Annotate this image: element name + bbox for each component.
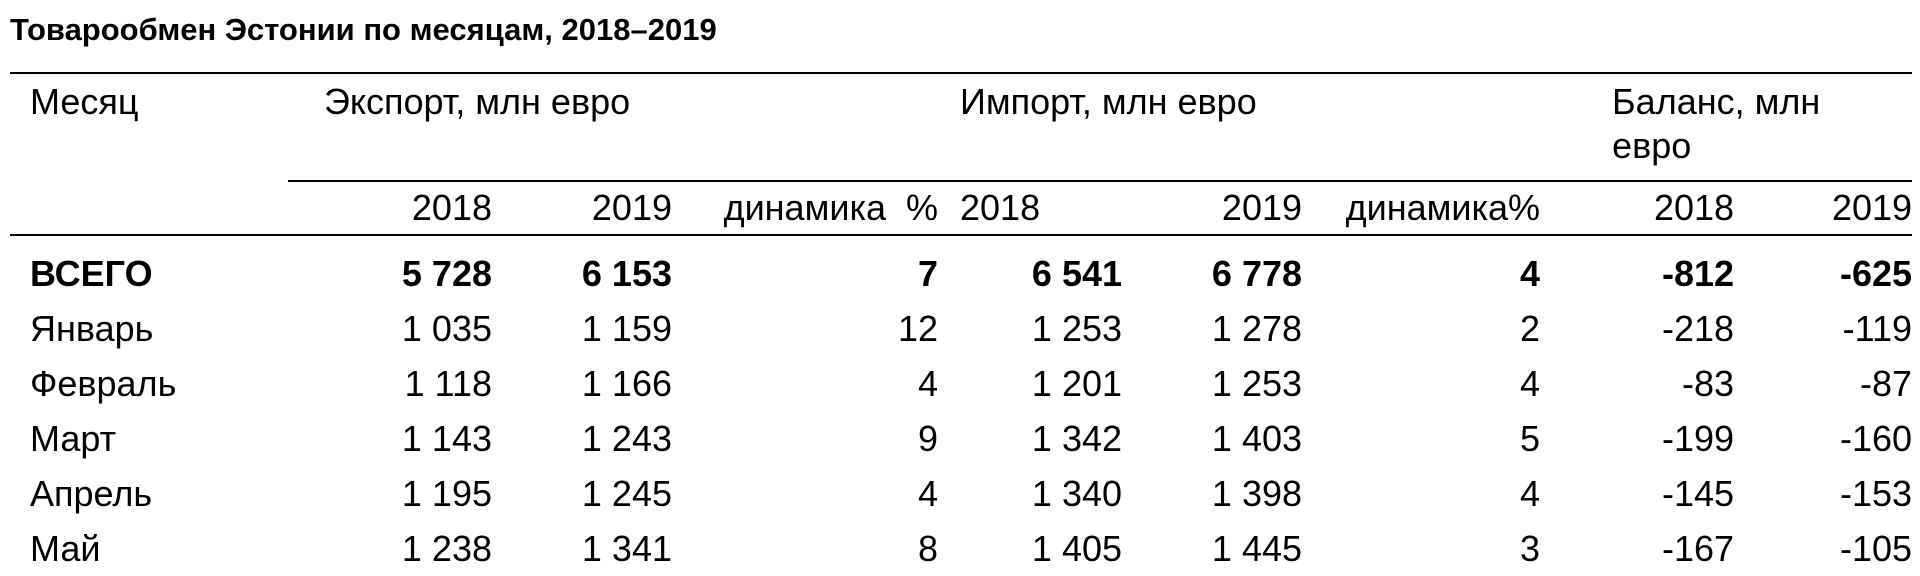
header-export-2018: 2018 xyxy=(288,181,504,235)
cell-balance-2019: -160 xyxy=(1840,417,1913,459)
cell-export-2019: 6 153 xyxy=(581,252,672,294)
cell-month: Январь xyxy=(30,307,154,349)
header-balance-2019: 2019 xyxy=(1746,181,1912,235)
cell-import-2018: 1 201 xyxy=(1031,362,1123,404)
header-import-2018: 2018 xyxy=(954,181,1134,235)
cell-import-dynamics: 4 xyxy=(1520,472,1541,514)
cell-export-2019: 1 243 xyxy=(581,417,672,459)
header-import: Импорт, млн евро xyxy=(960,81,1257,122)
table-body xyxy=(10,235,1912,576)
cell-balance-2018: -83 xyxy=(1682,362,1735,404)
table-row xyxy=(10,301,1912,356)
cell-balance-2019: -625 xyxy=(1840,252,1913,294)
cell-export-2018: 1 195 xyxy=(401,472,492,514)
cell-balance-2018: -812 xyxy=(1661,252,1735,294)
table-row xyxy=(10,356,1912,411)
table-row xyxy=(10,521,1912,576)
cell-month: Апрель xyxy=(30,472,153,514)
header-month: Месяц xyxy=(30,81,139,122)
cell-export-2019: 1 245 xyxy=(581,472,672,514)
cell-export-2019: 1 341 xyxy=(581,527,672,569)
cell-export-2018: 1 143 xyxy=(401,417,492,459)
cell-export-2018: 1 035 xyxy=(401,307,492,349)
header-row-years xyxy=(10,181,1912,235)
cell-import-2018: 1 405 xyxy=(1031,527,1123,569)
cell-month: Май xyxy=(30,527,101,569)
cell-export-dynamics: 4 xyxy=(917,472,939,514)
cell-import-2019: 1 445 xyxy=(1211,527,1303,569)
trade-table-container xyxy=(10,72,1912,576)
cell-import-2019: 1 253 xyxy=(1211,362,1303,404)
cell-import-2019: 1 403 xyxy=(1211,417,1303,459)
cell-month: ВСЕГО xyxy=(30,252,153,294)
cell-balance-2019: -87 xyxy=(1860,362,1913,404)
cell-import-dynamics: 4 xyxy=(1520,252,1541,294)
header-balance: Баланс, млн евро xyxy=(1612,81,1821,166)
cell-month: Февраль xyxy=(30,362,177,404)
cell-export-dynamics: 7 xyxy=(917,252,939,294)
cell-export-2018: 5 728 xyxy=(401,252,492,294)
header-export-2019: 2019 xyxy=(504,181,684,235)
header-balance-2018: 2018 xyxy=(1566,181,1746,235)
header-import-dynamics: динамика% xyxy=(1314,181,1566,235)
header-export-dynamics: динамика % xyxy=(684,181,954,235)
header-import-2019: 2019 xyxy=(1134,181,1314,235)
cell-balance-2019: -153 xyxy=(1840,472,1913,514)
cell-export-2018: 1 238 xyxy=(401,527,492,569)
cell-month: Март xyxy=(30,417,117,459)
cell-import-dynamics: 3 xyxy=(1520,527,1541,569)
table-row xyxy=(10,235,1912,301)
cell-export-dynamics: 8 xyxy=(917,527,939,569)
header-row-groups xyxy=(10,73,1912,181)
cell-export-dynamics: 12 xyxy=(897,307,939,349)
cell-import-dynamics: 5 xyxy=(1520,417,1541,459)
cell-export-dynamics: 4 xyxy=(917,362,939,404)
cell-export-dynamics: 9 xyxy=(917,417,939,459)
cell-export-2019: 1 159 xyxy=(581,307,672,349)
cell-balance-2018: -167 xyxy=(1661,527,1735,569)
table-row xyxy=(10,466,1912,521)
cell-balance-2019: -105 xyxy=(1840,527,1913,569)
cell-import-2018: 1 340 xyxy=(1031,472,1123,514)
chart-title: Товарообмен Эстонии по месяцам, 2018–2019 xyxy=(10,12,717,47)
cell-import-2019: 6 778 xyxy=(1211,252,1303,294)
cell-balance-2018: -218 xyxy=(1661,307,1735,349)
cell-balance-2018: -145 xyxy=(1661,472,1735,514)
cell-import-2019: 1 278 xyxy=(1211,307,1303,349)
cell-import-2019: 1 398 xyxy=(1211,472,1303,514)
cell-import-2018: 6 541 xyxy=(1031,252,1123,294)
cell-balance-2018: -199 xyxy=(1661,417,1735,459)
cell-export-2019: 1 166 xyxy=(581,362,672,404)
cell-import-dynamics: 4 xyxy=(1520,362,1541,404)
table-row xyxy=(10,411,1912,466)
header-export: Экспорт, млн евро xyxy=(324,81,631,122)
trade-table xyxy=(10,72,1912,576)
cell-import-dynamics: 2 xyxy=(1520,307,1541,349)
cell-export-2018: 1 118 xyxy=(404,362,492,404)
cell-import-2018: 1 342 xyxy=(1031,417,1123,459)
cell-import-2018: 1 253 xyxy=(1031,307,1123,349)
cell-balance-2019: -119 xyxy=(1842,307,1913,349)
